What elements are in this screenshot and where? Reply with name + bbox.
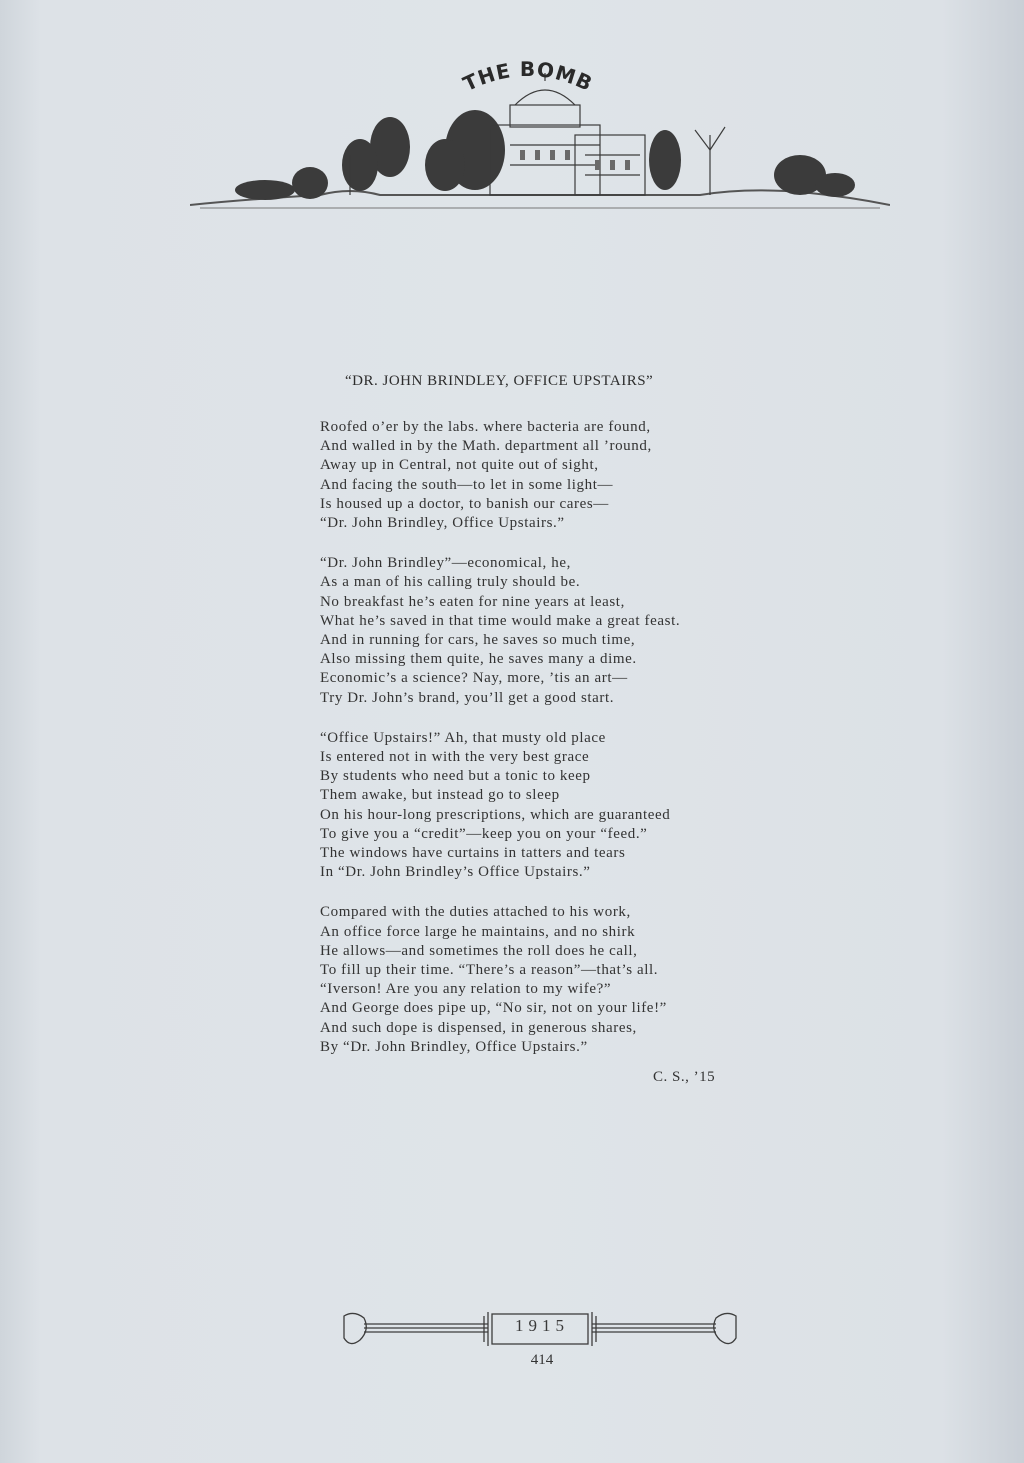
- poem-line: Try Dr. John’s brand, you’ll get a good start.: [320, 689, 615, 706]
- poem-title: “DR. JOHN BRINDLEY, OFFICE UPSTAIRS”: [345, 373, 654, 389]
- poem-line: By students who need but a tonic to keep: [320, 768, 591, 785]
- page-number: 414: [530, 1352, 554, 1368]
- poem-line: Roofed o’er by the labs. where bacteria are found,: [320, 419, 651, 435]
- poem-line: And George does pipe up, “No sir, not on your life!”: [320, 1000, 667, 1017]
- poem-line: And walled in by the Math. department all ’round,: [320, 438, 652, 455]
- poem-line: An office force large he maintains, and no shirk: [320, 923, 636, 940]
- poem-line: Compared with the duties attached to his work,: [320, 904, 631, 921]
- poem-line: No breakfast he’s eaten for nine years at least,: [320, 593, 625, 610]
- poem-line: To give you a “credit”—keep you on your “feed.”: [320, 825, 648, 842]
- poem-line: Also missing them quite, he saves many a dime.: [320, 651, 637, 668]
- yearbook-title: THE BOMB: [459, 58, 597, 97]
- poem-line: “Dr. John Brindley”—economical, he,: [320, 555, 571, 572]
- poem-line: And facing the south—to let in some light—: [320, 476, 614, 493]
- poem-signature: C. S., ’15: [653, 1069, 716, 1085]
- poem-line: “Dr. John Brindley, Office Upstairs.”: [320, 515, 565, 532]
- year-label: 1915: [515, 1316, 569, 1335]
- stanza-2: [320, 554, 820, 708]
- poem-line: And such dope is dispensed, in generous shares,: [320, 1019, 637, 1036]
- poem-line: Is entered not in with the very best grace: [320, 749, 590, 766]
- yearbook-title-arc: [448, 58, 608, 104]
- svg-text:THE BOMB: [459, 58, 596, 96]
- poem-line: He allows—and sometimes the roll does he call,: [320, 942, 638, 959]
- stanza-3: [320, 729, 820, 883]
- poem-line: On his hour-long prescriptions, which are guaranteed: [320, 806, 671, 823]
- stanza-4: [320, 903, 820, 1057]
- poem-line: Away up in Central, not quite out of sight,: [320, 457, 599, 474]
- poem-line: What he’s saved in that time would make a great feast.: [320, 612, 681, 629]
- poem-line: By “Dr. John Brindley, Office Upstairs.”: [320, 1038, 588, 1055]
- poem-line: And in running for cars, he saves so much time,: [320, 632, 636, 649]
- poem-body: [320, 418, 820, 1078]
- poem-line: “Iverson! Are you any relation to my wife?”: [320, 981, 612, 998]
- poem-line: Them awake, but instead go to sleep: [320, 787, 560, 804]
- poem-line: Economic’s a science? Nay, more, ’tis an art—: [320, 670, 628, 687]
- poem-line: The windows have curtains in tatters and tears: [320, 845, 626, 862]
- poem-line: “Office Upstairs!” Ah, that musty old place: [320, 729, 606, 746]
- poem-line: In “Dr. John Brindley’s Office Upstairs.”: [320, 864, 591, 881]
- poem-line: Is housed up a doctor, to banish our cares—: [320, 495, 609, 512]
- poem-line: To fill up their time. “There’s a reason”—that’s all.: [320, 962, 659, 979]
- stanza-1: [320, 418, 820, 533]
- poem-line: As a man of his calling truly should be.: [320, 574, 581, 591]
